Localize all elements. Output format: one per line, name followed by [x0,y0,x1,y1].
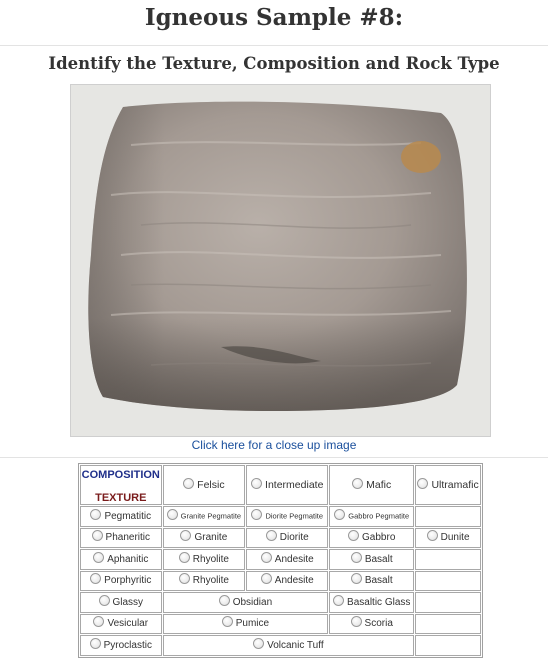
empty-cell [415,614,481,635]
texture-header: TEXTURE [95,491,147,504]
radio-pyroclastic[interactable] [90,638,101,649]
radio-aphanitic[interactable] [93,552,104,563]
radio-intermediate[interactable] [251,478,262,489]
column-header-intermediate[interactable]: Intermediate [246,465,328,505]
radio-diorite[interactable] [266,530,277,541]
radio-granite-pegmatite[interactable] [167,509,178,520]
radio-scoria[interactable] [351,616,362,627]
texture-option-aphanitic[interactable]: Aphanitic [80,549,162,570]
table-row [80,528,481,549]
radio-volcanic-tuff[interactable] [253,638,264,649]
table-corner-cell [80,465,162,505]
radio-phaneritic[interactable] [92,530,103,541]
table-row [80,635,481,656]
table-row [80,571,481,592]
table-row [80,592,481,613]
radio-rhyolite-porphyritic[interactable] [179,573,190,584]
radio-porphyritic[interactable] [90,573,101,584]
radio-vesicular[interactable] [93,616,104,627]
rock-option-gabbro-pegmatite[interactable]: Gabbro Pegmatite [329,506,414,527]
texture-option-porphyritic[interactable]: Porphyritic [80,571,162,592]
rock-option-gabbro[interactable]: Gabbro [329,528,414,549]
rock-option-granite[interactable]: Granite [163,528,246,549]
radio-diorite-pegmatite[interactable] [251,509,262,520]
rock-option-obsidian[interactable]: Obsidian [163,592,329,613]
table-row [80,549,481,570]
radio-andesite-porphyritic[interactable] [261,573,272,584]
radio-obsidian[interactable] [219,595,230,606]
radio-gabbro-pegmatite[interactable] [334,509,345,520]
rock-option-andesite-porphyritic[interactable]: Andesite [246,571,328,592]
divider [0,45,548,46]
rock-option-basalt[interactable]: Basalt [329,549,414,570]
closeup-image-link[interactable]: Click here for a close up image [191,438,357,452]
column-header-ultramafic[interactable]: Ultramafic [415,465,481,505]
radio-glassy[interactable] [99,595,110,606]
column-header-mafic[interactable]: Mafic [329,465,414,505]
empty-cell [415,506,481,527]
empty-cell [415,592,481,613]
texture-option-glassy[interactable]: Glassy [80,592,162,613]
rock-option-dunite[interactable]: Dunite [415,528,481,549]
page-subtitle: Identify the Texture, Composition and Rock Type [48,54,500,73]
rock-option-granite-pegmatite[interactable]: Granite Pegmatite [163,506,246,527]
texture-option-pyroclastic[interactable]: Pyroclastic [80,635,162,656]
radio-pegmatitic[interactable] [90,509,101,520]
composition-header: COMPOSITION [81,468,160,481]
empty-cell [415,635,481,656]
identification-table [78,463,483,658]
rock-sample-illustration [71,85,491,437]
radio-granite[interactable] [180,530,191,541]
radio-rhyolite[interactable] [179,552,190,563]
rock-option-scoria[interactable]: Scoria [329,614,414,635]
divider [0,457,548,458]
radio-gabbro[interactable] [348,530,359,541]
rock-option-basalt-porphyritic[interactable]: Basalt [329,571,414,592]
rock-option-rhyolite-porphyritic[interactable]: Rhyolite [163,571,246,592]
radio-basalt-porphyritic[interactable] [351,573,362,584]
table-header-row [80,465,481,505]
table-row [80,506,481,527]
texture-option-pegmatitic[interactable]: Pegmatitic [80,506,162,527]
rock-option-diorite[interactable]: Diorite [246,528,328,549]
table-row [80,614,481,635]
radio-mafic[interactable] [352,478,363,489]
radio-basaltic-glass[interactable] [333,595,344,606]
column-header-felsic[interactable]: Felsic [163,465,246,505]
empty-cell [415,571,481,592]
radio-dunite[interactable] [427,530,438,541]
rock-option-andesite[interactable]: Andesite [246,549,328,570]
rock-option-diorite-pegmatite[interactable]: Diorite Pegmatite [246,506,328,527]
rock-sample-image[interactable] [70,84,491,437]
radio-basalt[interactable] [351,552,362,563]
page-title: Igneous Sample #8: [144,4,404,31]
rock-option-volcanic-tuff[interactable]: Volcanic Tuff [163,635,415,656]
texture-option-phaneritic[interactable]: Phaneritic [80,528,162,549]
radio-ultramafic[interactable] [417,478,428,489]
rock-option-basaltic-glass[interactable]: Basaltic Glass [329,592,414,613]
rock-option-pumice[interactable]: Pumice [163,614,329,635]
empty-cell [415,549,481,570]
radio-felsic[interactable] [183,478,194,489]
rock-option-rhyolite[interactable]: Rhyolite [163,549,246,570]
radio-pumice[interactable] [222,616,233,627]
texture-option-vesicular[interactable]: Vesicular [80,614,162,635]
radio-andesite[interactable] [261,552,272,563]
